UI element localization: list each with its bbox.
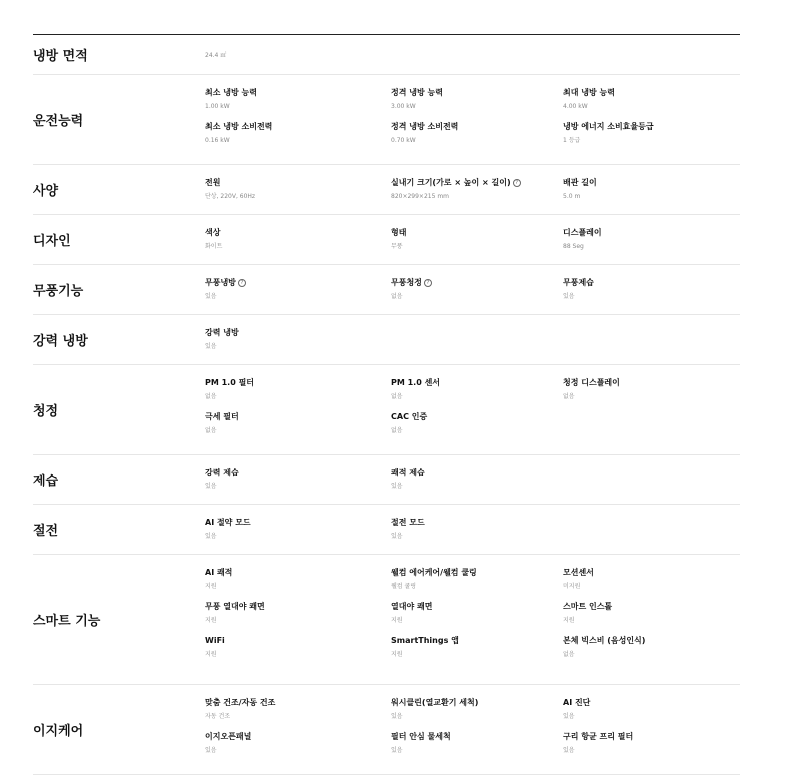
spec-row — [33, 555, 740, 685]
spec-value: 없음 — [205, 393, 217, 400]
spec-item — [205, 177, 391, 207]
spec-item — [205, 121, 391, 151]
spec-name: 최소 냉방 능력 — [205, 88, 257, 97]
spec-name: 최소 냉방 소비전력 — [205, 122, 273, 131]
spec-name: CAC 인증 — [391, 412, 428, 421]
spec-value: 자동 건조 — [205, 713, 231, 720]
spec-value: 있음 — [205, 293, 217, 300]
spec-name: 구리 항균 프리 필터 — [563, 732, 634, 741]
spec-item — [391, 277, 563, 307]
spec-name: PM 1.0 센서 — [391, 378, 441, 387]
spec-row — [33, 455, 740, 505]
spec-name: 맞춤 건조/자동 건조 — [205, 698, 276, 707]
spec-item — [205, 87, 391, 117]
spec-name: 워시클린(열교환기 세척) — [391, 698, 479, 707]
row-title: 스마트 기능 — [33, 614, 101, 629]
spec-name: 정격 냉방 소비전력 — [391, 122, 459, 131]
spec-name: 배관 길이 — [563, 178, 597, 187]
spec-item — [391, 567, 563, 597]
spec-value: 0.16 kW — [205, 137, 230, 144]
spec-item — [391, 601, 563, 631]
row-title: 무풍기능 — [33, 284, 84, 299]
spec-name: 극세 필터 — [205, 412, 239, 421]
spec-value: 있음 — [205, 747, 217, 754]
spec-value: 88 Seg — [563, 243, 584, 250]
spec-name: 실내기 크기(가로 × 높이 × 길이) — [391, 178, 511, 187]
spec-row — [33, 265, 740, 315]
spec-item — [205, 601, 391, 631]
row-title: 이지케어 — [33, 724, 84, 739]
spec-value: 1 등급 — [563, 137, 581, 144]
spec-row — [33, 165, 740, 215]
spec-value: 미지원 — [563, 583, 581, 590]
row-title: 사양 — [33, 184, 59, 199]
spec-value: 지원 — [563, 617, 575, 624]
spec-name: SmartThings 앱 — [391, 636, 459, 645]
spec-row — [33, 685, 740, 775]
spec-item — [391, 697, 563, 727]
spec-item — [205, 697, 391, 727]
spec-value: 지원 — [391, 617, 403, 624]
spec-item — [205, 467, 391, 497]
spec-row — [33, 505, 740, 555]
spec-value: 없음 — [563, 393, 575, 400]
spec-row — [33, 75, 740, 165]
spec-item — [391, 377, 563, 407]
row-title: 제습 — [33, 474, 59, 489]
spec-item — [391, 177, 563, 207]
info-icon[interactable]: ? — [238, 279, 246, 287]
spec-value: 없음 — [391, 393, 403, 400]
spec-item — [205, 635, 391, 665]
spec-value: 있음 — [391, 713, 403, 720]
spec-table — [33, 34, 740, 775]
spec-name: 스마트 인스톨 — [563, 602, 613, 611]
spec-item — [205, 227, 391, 257]
spec-name: PM 1.0 필터 — [205, 378, 255, 387]
spec-item — [205, 731, 391, 761]
spec-row — [33, 315, 740, 365]
spec-value: 820×299×215 mm — [391, 193, 450, 200]
spec-item — [391, 467, 563, 497]
spec-item — [205, 277, 391, 307]
row-title: 청정 — [33, 404, 59, 419]
spec-value: 있음 — [391, 533, 403, 540]
row-title: 운전능력 — [33, 114, 84, 129]
spec-value: 3.00 kW — [391, 103, 416, 110]
spec-value: 지원 — [205, 617, 217, 624]
spec-value: 있음 — [563, 713, 575, 720]
row-title: 절전 — [33, 524, 59, 539]
spec-name: 무풍냉방 — [205, 278, 236, 287]
spec-value: 있음 — [205, 483, 217, 490]
spec-name: 본체 빅스비 (음성인식) — [563, 636, 646, 645]
spec-name: AI 쾌적 — [205, 568, 233, 577]
spec-value: 없음 — [563, 651, 575, 658]
spec-item — [563, 567, 740, 597]
spec-item — [391, 227, 563, 257]
spec-name: AI 절약 모드 — [205, 518, 251, 527]
spec-name: 이지오픈패널 — [205, 732, 252, 741]
spec-value: 없음 — [391, 293, 403, 300]
spec-name: 무풍 열대야 쾌면 — [205, 602, 265, 611]
spec-item — [563, 227, 740, 257]
spec-name: 정격 냉방 능력 — [391, 88, 443, 97]
spec-name: 열대야 쾌면 — [391, 602, 433, 611]
spec-value: 있음 — [563, 747, 575, 754]
spec-value: 4.00 kW — [563, 103, 588, 110]
spec-name: 색상 — [205, 228, 221, 237]
spec-value: 단상, 220V, 60Hz — [205, 193, 256, 200]
spec-item — [391, 517, 563, 547]
spec-name: 디스플레이 — [563, 228, 602, 237]
spec-value: 있음 — [205, 343, 217, 350]
info-icon[interactable]: ? — [513, 179, 521, 187]
spec-name: 전원 — [205, 178, 221, 187]
spec-name: 모션센서 — [563, 568, 594, 577]
spec-item — [205, 377, 391, 407]
row-title: 냉방 면적 — [33, 49, 88, 64]
spec-value: 화이트 — [205, 243, 223, 250]
spec-value: 지원 — [205, 583, 217, 590]
spec-item — [563, 601, 740, 631]
spec-value: 있음 — [391, 483, 403, 490]
spec-name: 무풍청정 — [391, 278, 422, 287]
row-title: 디자인 — [33, 234, 71, 249]
spec-value: 24.4 ㎡ — [205, 52, 227, 59]
spec-row — [33, 215, 740, 265]
spec-item — [391, 411, 563, 441]
spec-item — [205, 567, 391, 597]
spec-row — [33, 35, 740, 75]
spec-item — [563, 377, 740, 407]
spec-name: 쾌적 제습 — [391, 468, 425, 477]
spec-name: 웰컴 에어케어/웰컴 쿨링 — [391, 568, 477, 577]
spec-item — [563, 731, 740, 761]
spec-name: 무풍제습 — [563, 278, 594, 287]
spec-item — [205, 517, 391, 547]
spec-value: 있음 — [205, 533, 217, 540]
spec-item — [391, 731, 563, 761]
spec-name: 청정 디스플레이 — [563, 378, 620, 387]
spec-value: 있음 — [391, 747, 403, 754]
spec-name: 필터 안심 물세척 — [391, 732, 451, 741]
spec-value: 0.70 kW — [391, 137, 416, 144]
spec-name: 강력 제습 — [205, 468, 239, 477]
spec-name: 강력 냉방 — [205, 328, 239, 337]
spec-name: 최대 냉방 능력 — [563, 88, 615, 97]
spec-value: 없음 — [205, 427, 217, 434]
spec-name: 냉방 에너지 소비효율등급 — [563, 122, 654, 131]
spec-value: 무풍 — [391, 243, 403, 250]
spec-value: 있음 — [563, 293, 575, 300]
spec-row — [33, 365, 740, 455]
spec-item — [563, 121, 740, 151]
spec-item — [205, 411, 391, 441]
spec-item — [391, 635, 563, 665]
spec-item — [563, 177, 740, 207]
spec-value: 지원 — [205, 651, 217, 658]
spec-name: 형태 — [391, 228, 407, 237]
spec-value: 지원 — [391, 651, 403, 658]
spec-value: 1.00 kW — [205, 103, 230, 110]
spec-item — [563, 635, 740, 665]
spec-item — [205, 327, 391, 357]
spec-name: AI 진단 — [563, 698, 591, 707]
spec-item — [563, 87, 740, 117]
spec-name: WiFi — [205, 636, 225, 645]
row-title: 강력 냉방 — [33, 334, 88, 349]
spec-item — [391, 87, 563, 117]
spec-value: 웰컴 쿨링 — [391, 583, 417, 590]
spec-item — [391, 121, 563, 151]
spec-item — [563, 697, 740, 727]
spec-name: 절전 모드 — [391, 518, 425, 527]
spec-value: 없음 — [391, 427, 403, 434]
spec-value: 5.0 m — [563, 193, 581, 200]
spec-item — [563, 277, 740, 307]
info-icon[interactable]: ? — [424, 279, 432, 287]
